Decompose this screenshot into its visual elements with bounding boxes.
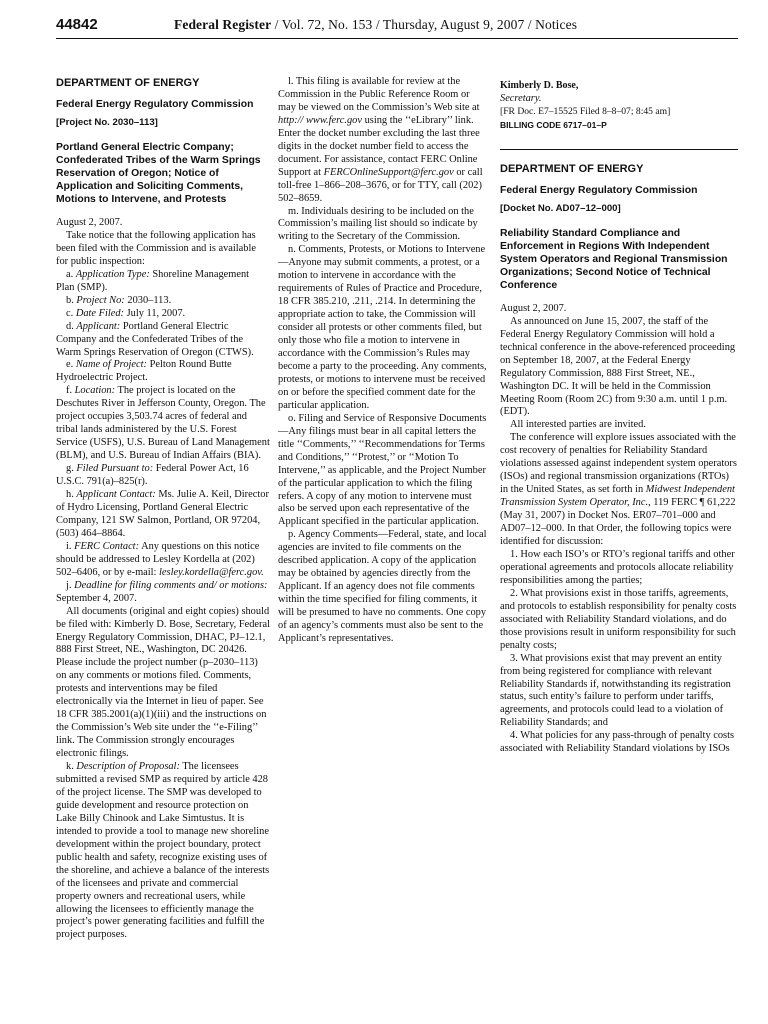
item-l [278, 76, 490, 206]
item-e: e. Name of Project: Pelton Round Butte Hydroelectric Project. [56, 359, 232, 384]
docket-number: [Project No. 2030–113] [56, 117, 158, 128]
page-number: 44842 [56, 16, 98, 33]
issues-text-1: The conference will explore issues associated with the cost recovery of penalties for Reliability Standard violations assessed against independent system operators (ISOs) and regional transmission organizations (RTOs) in the United States, as set forth in [500, 432, 737, 496]
item-e-text: Pelton Round Butte Hydroelectric Project. [56, 359, 232, 384]
ferc-website-link[interactable]: http:// www.ferc.gov [278, 114, 362, 126]
item-f: f. Location: The project is located on the Deschutes River in Jefferson County, Oregon. The project occupies 3,503.74 acres of federal and tribal lands administered by the U.S. Forest Service (USFS), U.S. Bureau of Land Management (BLM), and U.S. Bureau of Indian Affairs (BIA). [56, 385, 270, 462]
item-l-text-2: using the ‘‘eLibrary’’ link. Enter the docket number excluding the last three digits in the docket number field to access the document. For assistance, contact FERC Online Support at [278, 114, 480, 178]
notice-date: August 2, 2007. [56, 217, 123, 228]
item-d-text: Portland General Electric Company and the Confederated Tribes of the Warm Springs Reservation of Oregon (CTWS). [56, 320, 254, 358]
item-f-label: Location: [74, 385, 116, 397]
item-d-label: Applicant: [76, 320, 121, 332]
item-h: h. Applicant Contact: Ms. Julie A. Keil, Director of Hydro Licensing, Portland General Electric Company, 121 SW Salmon, Portland, OR 97204, (503) 464–8864. [56, 489, 269, 539]
notice-date-2: August 2, 2007. [500, 302, 567, 314]
signer-title: Secretary. [500, 92, 542, 104]
item-o: o. Filing and Service of Responsive Documents—Any filings must bear in all capital letters the title ‘‘Comments,’’ ‘‘Recommendations for Terms and Conditions,’’ ‘‘Protest,’’ or ‘‘Motion To Intervene,’’ as applicable, and the Project Number of the particular application to which the filing refers. A copy of any motion to intervene must also be served upon each representative of the Applicant specified in the particular application. [278, 412, 487, 528]
department-heading: DEPARTMENT OF ENERGY [56, 77, 200, 89]
item-a-label: Application Type: [75, 268, 150, 280]
fr-doc-line: [FR Doc. E7–15525 Filed 8–8–07; 8:45 am] [500, 105, 671, 117]
item-j: j. Deadline for filing comments and/ or motions: September 4, 2007. [56, 579, 268, 604]
page-header [56, 14, 738, 38]
item-d: d. Applicant: Portland General Electric Company and the Confederated Tribes of the Warm Springs Reservation of Oregon (CTWS). [56, 320, 254, 358]
item-i-text: Any questions on this notice should be addressed to Lesley Kordella at (202) 502–6406, or by e-mail: [56, 540, 260, 578]
item-l-text-3: or call toll-free 1–866–208–3676, or for TTY, call (202) 502–8659. [278, 166, 483, 204]
item-k: k. Description of Proposal: The licensees submitted a revised SMP as required by article 428 of the project license. The SMP was developed to guide development and resource protection on Lake Billy Chinook and Lake Simtustus. It is intended to provide a tool to manage new shoreline development within the project boundary, protect public health and safety, recognize existing uses of the shoreline, and achieve a balance of the interests of the licensees and private and commercial property owners and recreational users, while allowing the licensees to efficiently manage the project’s power generating facilities and fulfill the project purposes. [56, 761, 270, 941]
notice-subject: Portland General Electric Company; Confederated Tribes of the Warm Springs Reservation of Oregon; Notice of Application and Soliciting Comments, Motions to Intervene, and Protests [56, 142, 261, 205]
item-c-label: Date Filed: [75, 307, 124, 319]
item-j-label: Deadline for filing comments and/ or motions: [74, 579, 268, 591]
header-rule [56, 38, 738, 39]
column-3 [500, 76, 738, 756]
issue-details: / Vol. 72, No. 153 / Thursday, August 9, 2007 / Notices [274, 17, 578, 32]
topic-1: 1. How each ISO’s or RTO’s regional tariffs and other operational agreements and protocols allocate reliability responsibilities among the parties; [500, 548, 735, 586]
item-m: m. Individuals desiring to be included on the Commission’s mailing list should so indicate by writing to the Secretary of the Commission. [278, 205, 478, 243]
publication-name: Federal Register [174, 17, 272, 32]
topic-4: 4. What policies for any pass-through of penalty costs associated with Reliability Standard violations by ISOs [500, 730, 735, 755]
invite-paragraph: All interested parties are invited. [510, 419, 646, 431]
item-b-label: Project No: [76, 294, 125, 306]
column-2 [278, 76, 490, 646]
notice-subject-2: Reliability Standard Compliance and Enforcement in Regions With Independent System Operators and Regional Transmission Organizations; Second Notice of Technical Conference [500, 227, 728, 291]
issues-paragraph [500, 432, 738, 549]
billing-code: BILLING CODE 6717–01–P [500, 119, 607, 130]
case-citation: Midwest Independent Transmission System Operator, Inc. [500, 484, 735, 509]
item-g: g. Filed Pursuant to: Federal Power Act, 16 U.S.C. 791(a)–825(r). [56, 463, 249, 488]
notice-separator-rule [500, 149, 738, 150]
item-p: p. Agency Comments—Federal, state, and local agencies are invited to file comments on the described application. A copy of the application may be obtained by agencies directly from the Applicant. If an agency does not file comments within the time specified for filing comments, it will be presumed to have no comments. One copy of an agency’s comments must also be sent to the Applicant’s representatives. [278, 529, 487, 644]
item-b-text: 2030–113. [127, 294, 172, 306]
item-j-text: September 4, 2007. [56, 592, 137, 604]
conference-paragraph: As announced on June 15, 2007, the staff of the Federal Energy Regulatory Commission will hold a technical conference in the above-referenced proceeding on September 18, 2007, at the Federal Energy Regulatory Commission, 888 First Street, NE., Washington DC. It will be held in the Commission Meeting Room (Room 2C) from 9:30 a.m. until 1 p.m. (EDT). [500, 315, 736, 418]
signer-name: Kimberly D. Bose, [500, 80, 579, 91]
column-1 [56, 76, 270, 942]
item-a-text: Shoreline Management Plan (SMP). [56, 268, 250, 293]
item-k-text: The licensees submitted a revised SMP as required by article 428 of the project license. The SMP was developed to guide development and resource protection on Lake Billy Chinook and Lake Simtustus. It is intended to provide a tool to manage new shoreline development within the project boundary, protect public health and safety, recognize existing uses of the shoreline, and achieve a balance of the interests of the licensees and private and commercial property owners and recreational users, while allowing the licensees to efficiently manage the project’s power generating facilities and fulfill the project purposes. [56, 761, 270, 941]
item-g-text: Federal Power Act, 16 U.S.C. 791(a)–825(r). [56, 463, 249, 488]
issues-text-2: , 119 FERC ¶ 61,222 (May 31, 2007) in Docket Nos. ER07–701–000 and AD07–12–000. In that Order, the following topics were identified for discussion: [500, 497, 736, 548]
item-l-text-1: l. This filing is available for review at the Commission in the Public Reference Room or may be viewed on the Commission’s Web site at [278, 76, 480, 113]
item-h-label: Applicant Contact: [76, 489, 156, 501]
department-heading-2: DEPARTMENT OF ENERGY [500, 162, 644, 175]
online-support-email-link[interactable]: FERCOnlineSupport@ferc.gov [323, 166, 454, 178]
topic-3: 3. What provisions exist that may prevent an entity from being registered for compliance with relevant Reliability Standards if, notwithstanding its registration status, such entity’s failure to perform under tariffs, agreements, and protocols could lead to a violation of Reliability Standards; and [500, 652, 731, 729]
item-h-text: Ms. Julie A. Keil, Director of Hydro Licensing, Portland General Electric Company, 121 SW Salmon, Portland, OR 97204, (503) 464–8864. [56, 489, 269, 539]
running-head [174, 17, 577, 33]
item-b: b. Project No: 2030–113. [66, 294, 172, 306]
intro-paragraph: Take notice that the following application has been filed with the Commission and is available for public inspection: [56, 229, 256, 267]
topic-2: 2. What provisions exist in those tariffs, agreements, and protocols to establish responsibility for penalty costs associated with Reliability Standard violations, and do those provisions result in uniform responsibility for such penalty costs; [500, 587, 737, 651]
docket-number-2: [Docket No. AD07–12–000] [500, 202, 621, 214]
item-c-text: July 11, 2007. [126, 307, 186, 319]
item-n: n. Comments, Protests, or Motions to Intervene—Anyone may submit comments, a protest, or a motion to intervene in accordance with the requirements of Rules of Practice and Procedure, 18 CFR 385.210, .211, .214. In determining the appropriate action to take, the Commission will consider all protests or other comments filed, but only those who file a motion to intervene in accordance with the Commission’s Rules may become a party to the proceeding. Any comments, protests, or motions to intervene must be received on or before the specified comment date for the particular application. [278, 244, 487, 411]
agency-heading: Federal Energy Regulatory Commission [56, 99, 254, 110]
agency-heading-2: Federal Energy Regulatory Commission [500, 184, 698, 196]
item-i: i. FERC Contact: Any questions on this notice should be addressed to Lesley Kordella at (202) 502–6406, or by e-mail: lesley.kordella@ferc.gov. [56, 540, 264, 578]
item-a: a. Application Type: Shoreline Management Plan (SMP). [56, 268, 250, 293]
item-g-label: Filed Pursuant to: [76, 463, 154, 475]
item-i-label: FERC Contact: [74, 540, 140, 552]
documents-paragraph: All documents (original and eight copies) should be filed with: Kimberly D. Bose, Secretary, Federal Energy Regulatory Commission, DHAC, PJ–12.1, 888 First Street, NE., Washington, DC 20426. Please include the project number (p–2030–113) on any comments or motions filed. Comments, protests and interventions may be filed electronically via the Internet in lieu of paper. See 18 CFR 385.2001(a)(1)(iii) and the instructions on the Commission’s Web site under the ‘‘e-Filing’’ link. The Commission strongly encourages electronic filings. [56, 605, 271, 760]
item-f-text: The project is located on the Deschutes River in Jefferson County, Oregon. The project occupies 3,503.74 acres of federal and tribal lands administered by the U.S. Forest Service (USFS), U.S. Bureau of Land Management (BLM), and U.S. Bureau of Indian Affairs (BIA). [56, 385, 270, 462]
item-k-label: Description of Proposal: [76, 761, 180, 773]
item-c: c. Date Filed: July 11, 2007. [66, 307, 186, 319]
item-e-label: Name of Project: [75, 359, 147, 371]
contact-email-link[interactable]: lesley.kordella@ferc.gov. [159, 566, 264, 578]
